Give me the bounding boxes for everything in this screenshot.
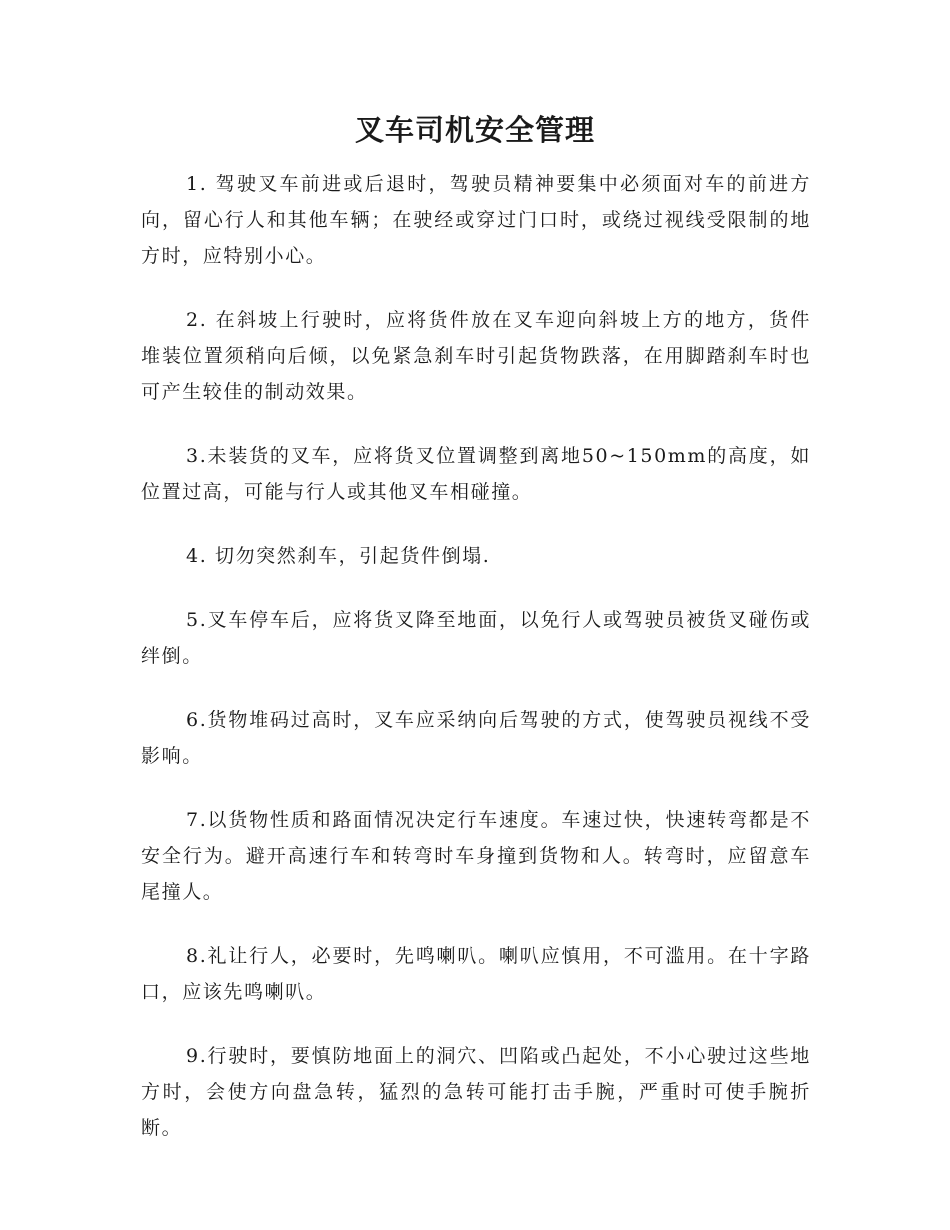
paragraph-7: 7.以货物性质和路面情况决定行车速度。车速过快，快速转弯都是不安全行为。避开高速行车和转弯时车身撞到货物和人。转弯时，应留意车尾撞人。 <box>141 809 811 903</box>
paragraph-8: 8.礼让行人，必要时，先鸣喇叭。喇叭应慎用，不可滥用。在十字路口，应该先鸣喇叭。 <box>141 945 811 1003</box>
paragraph-4: 4. 切勿突然刹车，引起货件倒塌. <box>186 545 491 567</box>
paragraph-3: 3.未装货的叉车，应将货叉位置调整到离地50~150mm的高度，如位置过高，可能与行人或其他叉车相碰撞。 <box>141 445 811 503</box>
paragraph-5: 5.叉车停车后，应将货叉降至地面，以免行人或驾驶员被货叉碰伤或绊倒。 <box>141 609 811 667</box>
paragraph-2: 2. 在斜坡上行驶时，应将货件放在叉车迎向斜坡上方的地方，货件堆装位置须稍向后倾，以免紧急刹车时引起货物跌落，在用脚踏刹车时也可产生较佳的制动效果。 <box>141 309 811 403</box>
paragraph-1: 1. 驾驶叉车前进或后退时，驾驶员精神要集中必须面对车的前进方向，留心行人和其他车辆；在驶经或穿过门口时，或绕过视线受限制的地方时，应特别小心。 <box>141 173 811 267</box>
document-body <box>141 166 811 1174</box>
paragraph-9: 9.行驶时，要慎防地面上的洞穴、凹陷或凸起处，不小心驶过这些地方时，会使方向盘急转，猛烈的急转可能打击手腕，严重时可使手腕折断。 <box>141 1045 811 1139</box>
document-title: 叉车司机安全管理 <box>354 113 595 147</box>
paragraph-6: 6.货物堆码过高时，叉车应采纳向后驾驶的方式，使驾驶员视线不受影响。 <box>141 709 811 767</box>
